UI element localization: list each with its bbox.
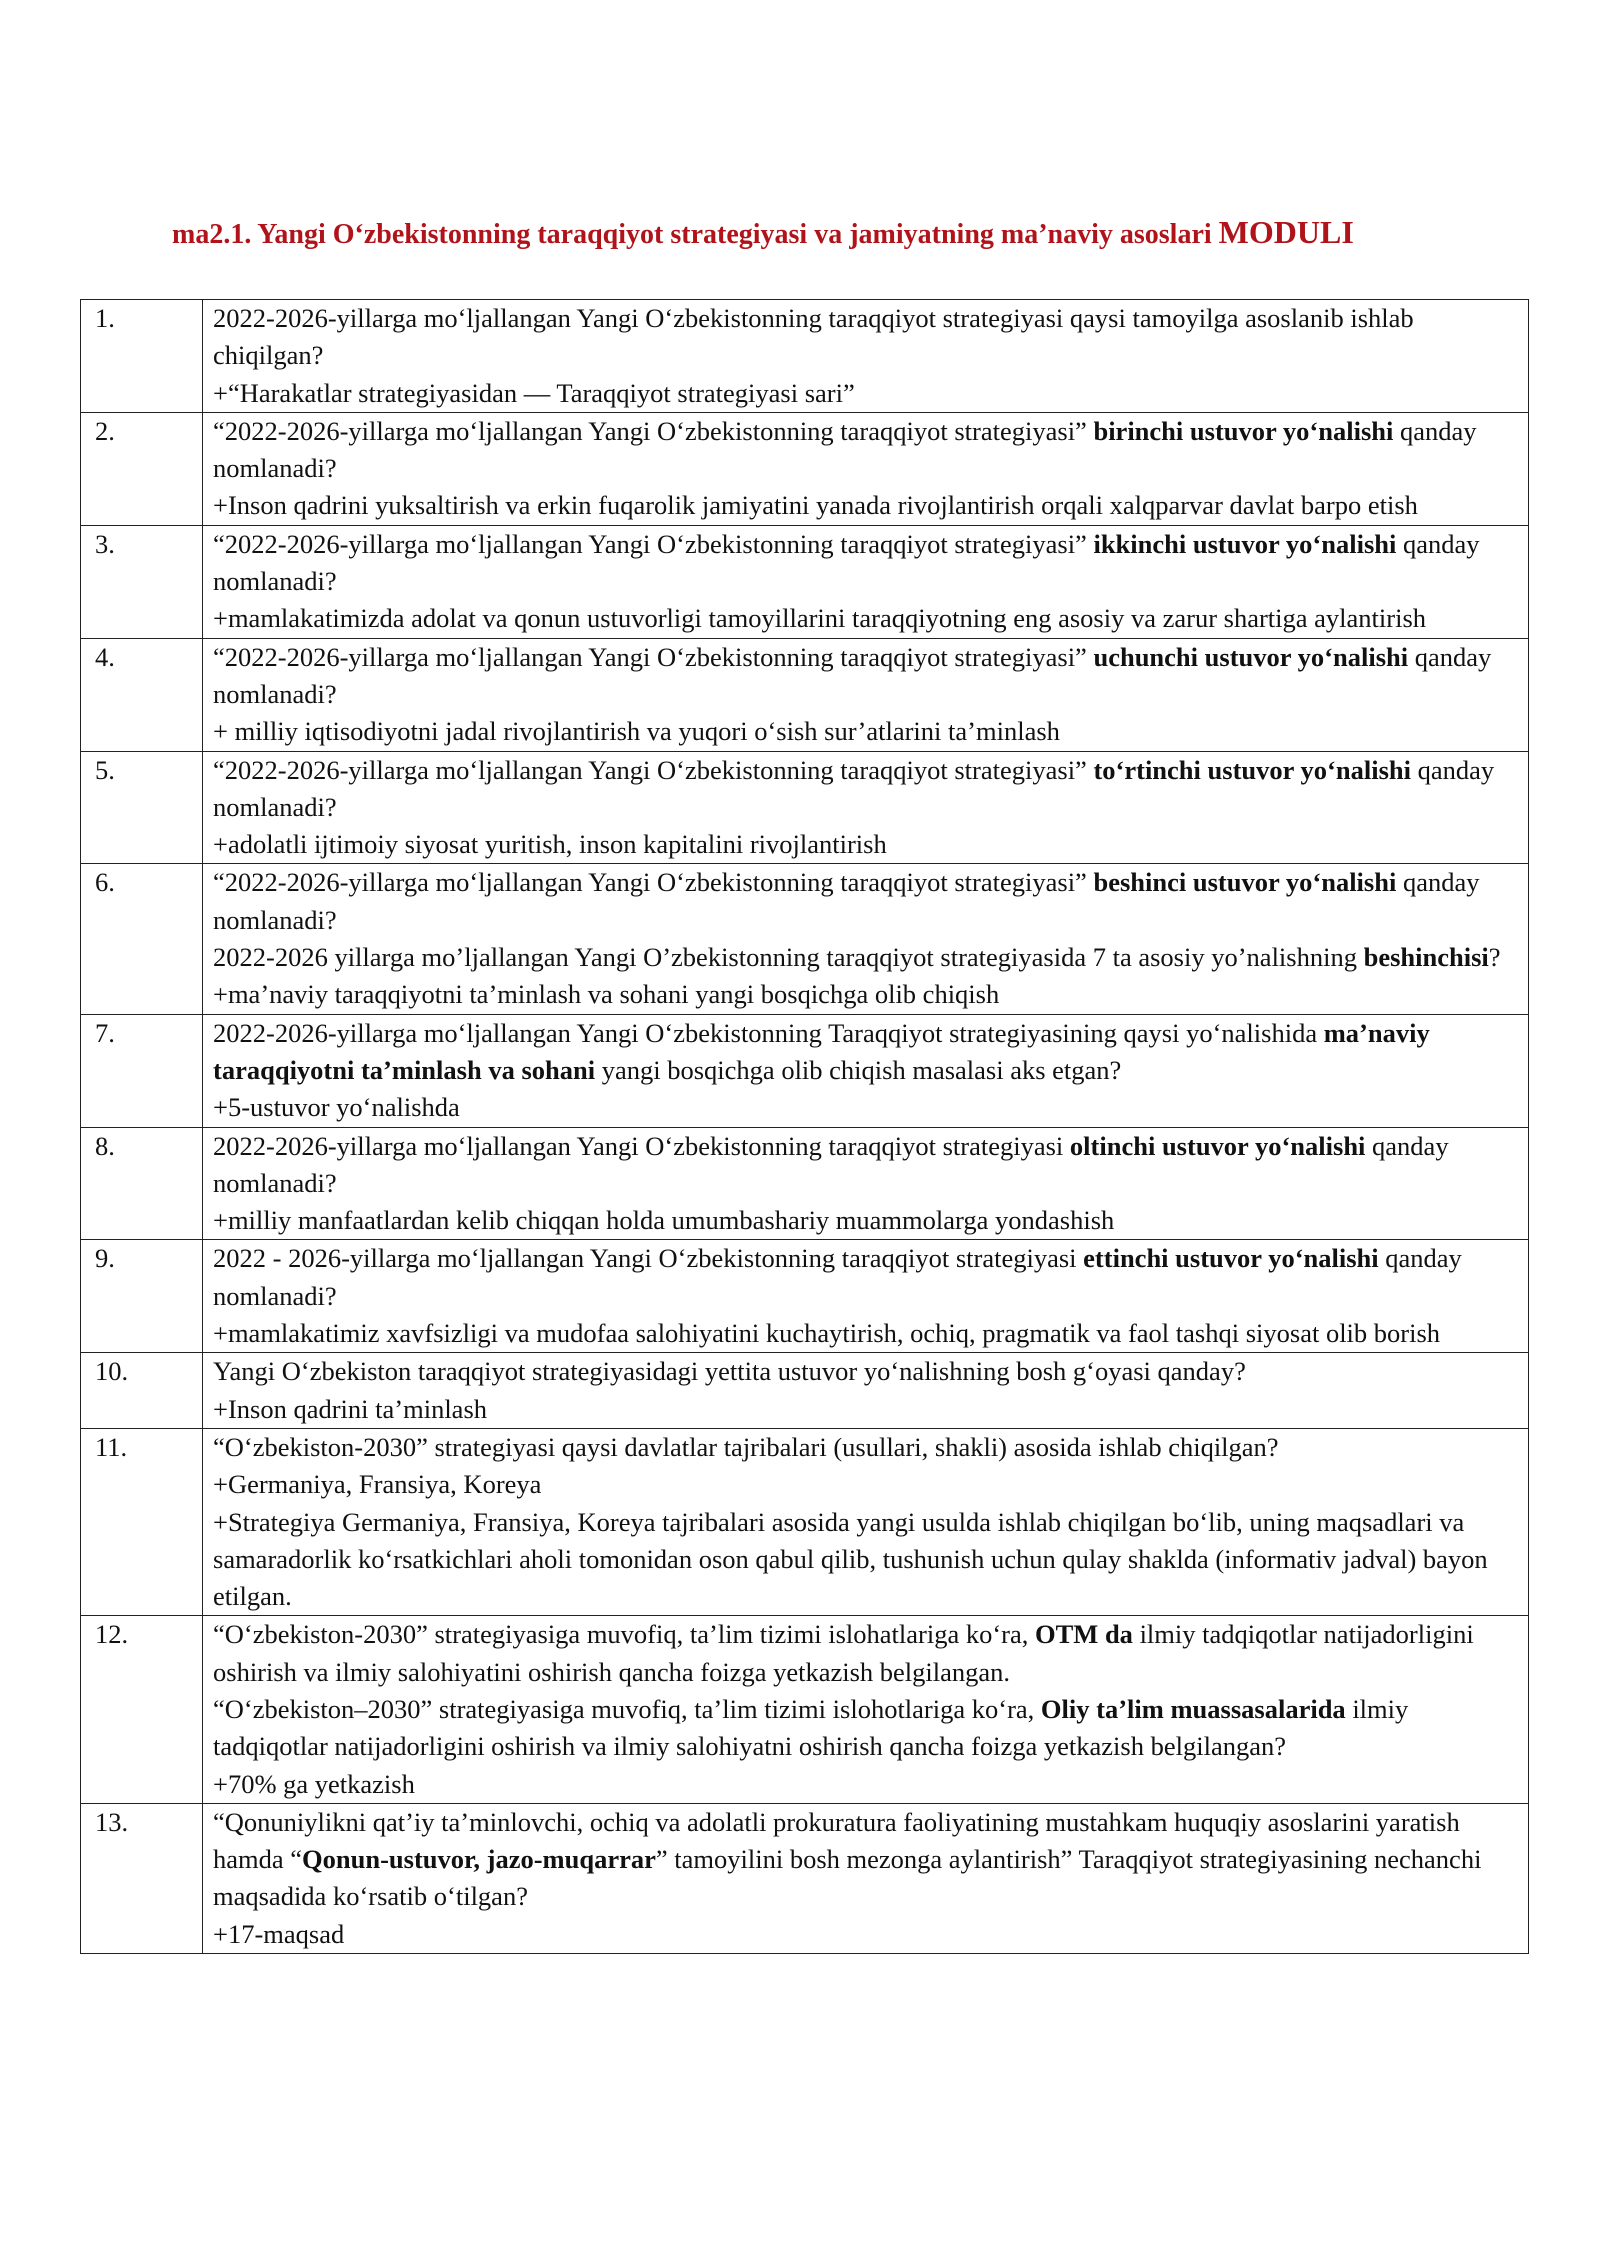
bold-text: birinchi ustuvor yo‘nalishi xyxy=(1093,415,1394,446)
title-main: ma2.1. Yangi O‘zbekistonning taraqqiyot strategiyasi va jamiyatning ma’naviy asoslari xyxy=(172,219,1219,250)
question-line xyxy=(213,864,1524,939)
question-table-body xyxy=(81,300,1529,1954)
question-line xyxy=(213,1616,1524,1691)
question-number: 6. xyxy=(81,864,203,1014)
text-segment: ilmiy tadqiqotlar natijadorligini oshirish va ilmiy salohiyatini oshirish qancha foizga yetkazish belgilangan. xyxy=(213,1619,1474,1687)
question-line xyxy=(213,1015,1524,1090)
text-segment: qanday nomlanadi? xyxy=(213,1243,1462,1311)
question-line xyxy=(213,526,1524,601)
question-row xyxy=(81,638,1529,751)
bold-text: Oliy ta’lim muassasalarida xyxy=(1040,1693,1346,1724)
text-segment: +mamlakatimizda adolat va qonun ustuvorligi tamoyillarini taraqqiyotning eng asosiy va zarur shartiga aylantirish xyxy=(213,603,1427,634)
question-body xyxy=(203,1127,1529,1240)
question-line xyxy=(213,639,1524,714)
page-title xyxy=(172,214,1532,251)
question-body xyxy=(203,525,1529,638)
question-row xyxy=(81,1803,1529,1953)
text-segment: Yangi O‘zbekiston taraqqiyot strategiyasidagi yettita ustuvor yo‘nalishning bosh g‘oyasi qanday? xyxy=(213,1356,1246,1387)
question-number: 10. xyxy=(81,1353,203,1429)
text-segment: + milliy iqtisodiyotni jadal rivojlantirish va yuqori o‘sish sur’atlarini ta’minlash xyxy=(213,716,1060,747)
question-body xyxy=(203,751,1529,864)
text-segment: qanday nomlanadi? xyxy=(213,641,1492,709)
question-line xyxy=(213,1240,1524,1315)
question-number: 4. xyxy=(81,638,203,751)
question-number: 12. xyxy=(81,1616,203,1803)
question-line xyxy=(213,1353,1524,1390)
question-row xyxy=(81,1014,1529,1127)
question-number: 13. xyxy=(81,1803,203,1953)
question-row xyxy=(81,1428,1529,1615)
question-body xyxy=(203,1803,1529,1953)
answer-line xyxy=(213,1089,1524,1126)
question-line xyxy=(213,1466,1524,1503)
text-segment: +17-maqsad xyxy=(213,1918,345,1949)
answer-line xyxy=(213,976,1524,1013)
question-body xyxy=(203,638,1529,751)
question-row xyxy=(81,864,1529,1014)
question-row xyxy=(81,1616,1529,1803)
answer-line xyxy=(213,826,1524,863)
question-body xyxy=(203,1353,1529,1429)
text-segment: qanday nomlanadi? xyxy=(213,528,1480,597)
text-segment: “2022-2026-yillarga mo‘ljallangan Yangi O‘zbekistonning taraqqiyot strategiyasi” xyxy=(213,754,1094,785)
question-row xyxy=(81,412,1529,525)
text-segment: qanday nomlanadi? xyxy=(213,415,1477,484)
text-segment: “O‘zbekiston-2030” strategiyasiga muvofiq, ta’lim tizimi islohatlariga ko‘ra, xyxy=(213,1619,1036,1650)
text-segment: 2022-2026-yillarga mo‘ljallangan Yangi O‘zbekistonning taraqqiyot strategiyasi qaysi tamoyilga asoslanib ishlab chiqilgan? xyxy=(213,303,1414,371)
answer-line xyxy=(213,600,1524,637)
text-segment: “O‘zbekiston–2030” strategiyasiga muvofiq, ta’lim tizimi islohotlariga ko‘ra, xyxy=(213,1693,1041,1724)
text-segment: +Inson qadrini yuksaltirish va erkin fuqarolik jamiyatini yanada rivojlantirish orqali xalqparvar davlat barpo etish xyxy=(213,490,1418,521)
text-segment: 2022-2026-yillarga mo‘ljallangan Yangi O‘zbekistonning Taraqqiyot strategiyasining qaysi yo‘nalishida xyxy=(213,1017,1324,1048)
bold-text: oltinchi ustuvor yo‘nalishi xyxy=(1069,1130,1366,1161)
question-body xyxy=(203,1428,1529,1615)
question-line xyxy=(213,1804,1524,1916)
bold-text: Qonun-ustuvor, jazo-muqarrar xyxy=(302,1844,656,1875)
question-row xyxy=(81,525,1529,638)
text-segment: +Germaniya, Fransiya, Koreya xyxy=(213,1469,542,1500)
question-body xyxy=(203,1616,1529,1803)
text-segment: +adolatli ijtimoiy siyosat yuritish, inson kapitalini rivojlantirish xyxy=(213,829,887,860)
question-row xyxy=(81,300,1529,413)
bold-text: OTM da xyxy=(1035,1619,1133,1650)
question-number: 2. xyxy=(81,412,203,525)
question-table xyxy=(80,299,1529,1954)
text-segment: +Strategiya Germaniya, Fransiya, Koreya tajribalari asosida yangi usulda ishlab chiqilgan bo‘lib, uning maqsadlari va samaradorlik ko‘rsatkichlari aholi tomonidan oson qabul qilib, tushunish uchun qulay shaklda (informativ jadval) bayon etilgan. xyxy=(213,1506,1488,1612)
text-segment: qanday nomlanadi? xyxy=(213,754,1495,822)
question-line xyxy=(213,1128,1524,1203)
text-segment: +mamlakatimiz xavfsizligi va mudofaa salohiyatini kuchaytirish, ochiq, pragmatik va faol tashqi siyosat olib borish xyxy=(213,1318,1441,1349)
question-line xyxy=(213,939,1524,976)
answer-line xyxy=(213,1766,1524,1803)
question-number: 11. xyxy=(81,1428,203,1615)
bold-text: uchunchi ustuvor yo‘nalishi xyxy=(1093,641,1409,672)
question-line xyxy=(213,752,1524,827)
text-segment: +“Harakatlar strategiyasidan — Taraqqiyot strategiyasi sari” xyxy=(213,377,855,408)
text-segment: 2022-2026 yillarga mo’ljallangan Yangi O’zbekistonning taraqqiyot strategiyasida 7 ta asosiy yo’nalishning xyxy=(213,942,1364,973)
question-body xyxy=(203,412,1529,525)
question-body xyxy=(203,1240,1529,1353)
bold-text: ma’naviy taraqqiyotni ta’minlash va sohani xyxy=(213,1017,1430,1085)
answer-line xyxy=(213,713,1524,750)
text-segment: +ma’naviy taraqqiyotni ta’minlash va sohani yangi bosqichga olib chiqish xyxy=(213,979,1000,1010)
text-segment: yangi bosqichga olib chiqish masalasi aks etgan? xyxy=(595,1054,1122,1085)
text-segment: qanday nomlanadi? xyxy=(213,867,1480,935)
text-segment: +Inson qadrini ta’minlash xyxy=(213,1393,488,1424)
bold-text: beshinchisi xyxy=(1363,942,1489,973)
question-line xyxy=(213,413,1524,488)
text-segment: “O‘zbekiston-2030” strategiyasi qaysi davlatlar tajribalari (usullari, shakli) asosida ishlab chiqilgan? xyxy=(213,1431,1279,1462)
question-number: 1. xyxy=(81,300,203,413)
question-number: 5. xyxy=(81,751,203,864)
answer-line xyxy=(213,1916,1524,1953)
text-segment: ” tamoyilini bosh mezonga aylantirish” Taraqqiyot strategiyasining nechanchi maqsadida ko‘rsatib o‘tilgan? xyxy=(213,1844,1482,1912)
text-segment: “2022-2026-yillarga mo‘ljallangan Yangi O‘zbekistonning taraqqiyot strategiyasi” xyxy=(213,528,1094,559)
question-number: 3. xyxy=(81,525,203,638)
text-segment: qanday nomlanadi? xyxy=(213,1130,1449,1198)
bold-text: ettinchi ustuvor yo‘nalishi xyxy=(1083,1243,1379,1274)
answer-line xyxy=(213,1315,1524,1352)
text-segment: “2022-2026-yillarga mo‘ljallangan Yangi O‘zbekistonning taraqqiyot strategiyasi” xyxy=(213,641,1094,672)
question-row xyxy=(81,1127,1529,1240)
question-row xyxy=(81,1240,1529,1353)
answer-line xyxy=(213,375,1524,412)
answer-line xyxy=(213,1202,1524,1239)
text-segment: +5-ustuvor yo‘nalishda xyxy=(213,1092,460,1123)
title-suffix: MODULI xyxy=(1218,214,1354,250)
question-row xyxy=(81,1353,1529,1429)
text-segment: +70% ga yetkazish xyxy=(213,1768,415,1799)
question-body xyxy=(203,864,1529,1014)
text-segment: ilmiy tadqiqotlar natijadorligini oshirish va ilmiy salohiyatni oshirish qancha foizga yetkazish belgilangan? xyxy=(213,1693,1409,1762)
bold-text: beshinci ustuvor yo‘nalishi xyxy=(1093,867,1397,898)
text-segment: ? xyxy=(1488,942,1501,973)
question-number: 7. xyxy=(81,1014,203,1127)
question-line xyxy=(213,1429,1524,1466)
text-segment: 2022-2026-yillarga mo‘ljallangan Yangi O‘zbekistonning taraqqiyot strategiyasi xyxy=(213,1130,1070,1161)
answer-line xyxy=(213,1504,1524,1616)
answer-line xyxy=(213,1391,1524,1428)
bold-text: to‘rtinchi ustuvor yo‘nalishi xyxy=(1093,754,1412,785)
question-number: 9. xyxy=(81,1240,203,1353)
text-segment: “Qonuniylikni qat’iy ta’minlovchi, ochiq va adolatli prokuratura faoliyatining mustahkam huquqiy asoslarini yaratish hamda “ xyxy=(213,1806,1460,1875)
text-segment: 2022 - 2026-yillarga mo‘ljallangan Yangi O‘zbekistonning taraqqiyot strategiyasi xyxy=(213,1243,1084,1274)
answer-line xyxy=(213,487,1524,524)
question-body xyxy=(203,1014,1529,1127)
bold-text: ikkinchi ustuvor yo‘nalishi xyxy=(1093,528,1397,559)
text-segment: +milliy manfaatlardan kelib chiqqan holda umumbashariy muammolarga yondashish xyxy=(213,1205,1115,1236)
question-number: 8. xyxy=(81,1127,203,1240)
text-segment: “2022-2026-yillarga mo‘ljallangan Yangi O‘zbekistonning taraqqiyot strategiyasi” xyxy=(213,415,1094,446)
question-row xyxy=(81,751,1529,864)
text-segment: “2022-2026-yillarga mo‘ljallangan Yangi O‘zbekistonning taraqqiyot strategiyasi” xyxy=(213,867,1094,898)
question-body xyxy=(203,300,1529,413)
question-line xyxy=(213,300,1524,375)
question-line xyxy=(213,1691,1524,1766)
